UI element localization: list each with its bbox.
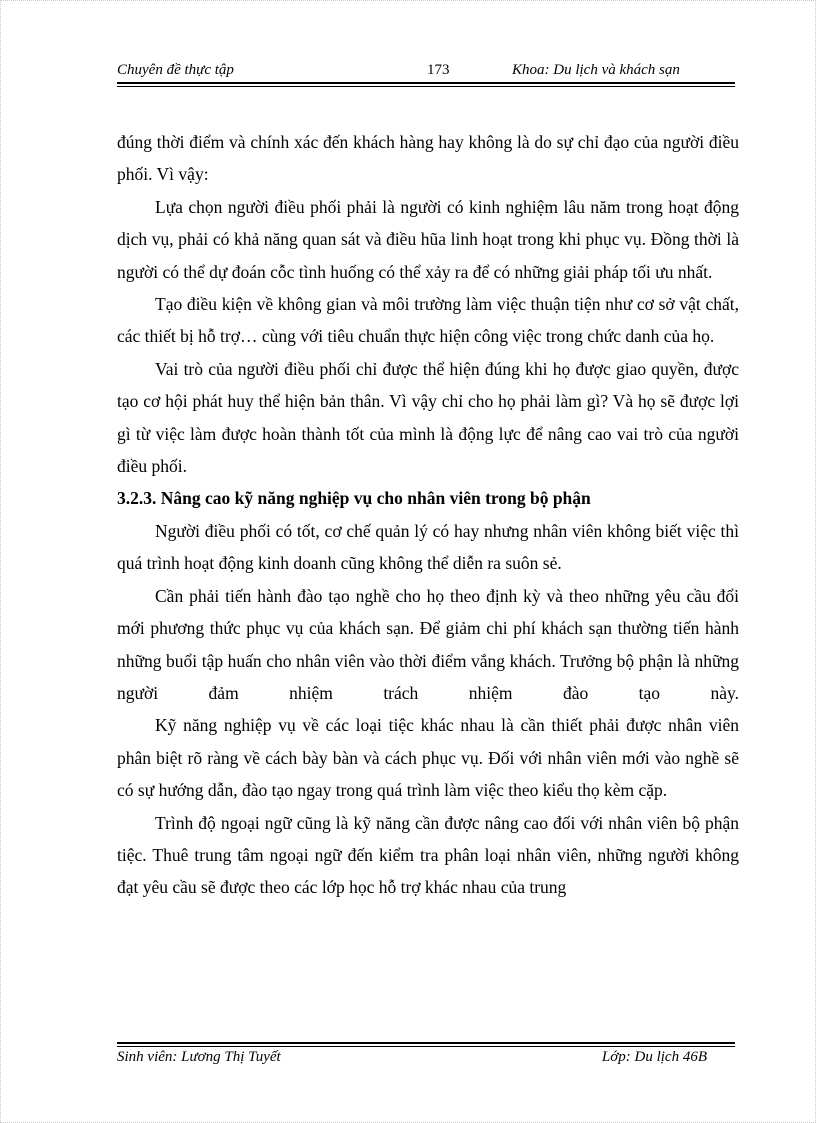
paragraph-staff-skills: Người điều phối có tốt, cơ chế quản lý có hay nhưng nhân viên không biết việc thì quá trình hoạt động kinh doanh cũng không thể diễn ra suôn sẻ. (117, 520, 739, 574)
paragraph-coordinator-role: Vai trò của người điều phối chỉ được thể hiện đúng khi họ được giao quyền, được tạo cơ hội phát huy thể hiện bản thân. Vì vậy chỉ cho họ phải làm gì? Và họ sẽ được lợi gì từ việc làm được hoàn thành tốt của mình là động lực để nâng cao vai trò của người điều phối. (117, 358, 739, 477)
header-page-number: 173 (427, 62, 450, 78)
paragraph-select-coordinator: Lựa chọn người điều phối phải là người có kinh nghiệm lâu năm trong hoạt động dịch vụ, phải có khả năng quan sát và điều hũa linh hoạt trong khi phục vụ. Đồng thời là người có thể dự đoán cỗc tình huống có thể xảy ra để có những giải pháp tối ưu nhất. (117, 196, 739, 282)
paragraph-foreign-language: Trình độ ngoại ngữ cũng là kỹ năng cần được nâng cao đối với nhân viên bộ phận tiệc. Thuê trung tâm ngoại ngữ đến kiểm tra phân loại nhân viên, những người không đạt yêu cầu sẽ được theo các lớp học hỗ trợ khác nhau của trung (117, 812, 739, 898)
paragraph-banquet-skills: Kỹ năng nghiệp vụ về các loại tiệc khác nhau là cần thiết phải được nhân viên phân biệt rõ ràng về cách bày bàn và cách phục vụ. Đối với nhân viên mới vào nghề sẽ có sự hướng dẫn, đào tạo ngay trong quá trình làm việc theo kiểu thọ kèm cặp. (117, 715, 739, 801)
footer-student: Sinh viên: Lương Thị Tuyết (117, 1049, 281, 1065)
header-document-type: Chuyên đề thực tập (117, 62, 234, 78)
section-heading: 3.2.3. Nâng cao kỹ năng nghiệp vụ cho nhân viên trong bộ phận (117, 488, 591, 509)
body-text (117, 126, 739, 904)
header-faculty: Khoa: Du lịch và khách sạn (512, 62, 680, 78)
header-rule-thin (117, 86, 735, 87)
paragraph-continuation: đúng thời điểm và chính xác đến khách hàng hay không là do sự chỉ đạo của người điều phối. Vì vậy: (117, 132, 739, 185)
paragraph-training: Cần phải tiến hành đào tạo nghề cho họ theo định kỳ và theo những yêu cầu đổi mới phương thức phục vụ của khách sạn. Để giảm chi phí khách sạn thường tiến hành những buổi tập huấn cho nhân viên vào thời điểm vắng khách. Trưởng bộ phận là những người đảm nhiệm trách nhiệm đào tạo này. (117, 585, 739, 703)
footer-class: Lớp: Du lịch 46B (601, 1049, 707, 1065)
header-rule-thick (117, 82, 735, 84)
paragraph-work-environment: Tạo điều kiện về không gian và môi trường làm việc thuận tiện như cơ sở vật chất, các thiết bị hỗ trợ… cùng với tiêu chuẩn thực hiện công việc trong chức danh của họ. (117, 294, 739, 347)
page-header (117, 62, 735, 82)
footer-rule-thick (117, 1042, 735, 1044)
footer-rule-thin (117, 1046, 735, 1047)
